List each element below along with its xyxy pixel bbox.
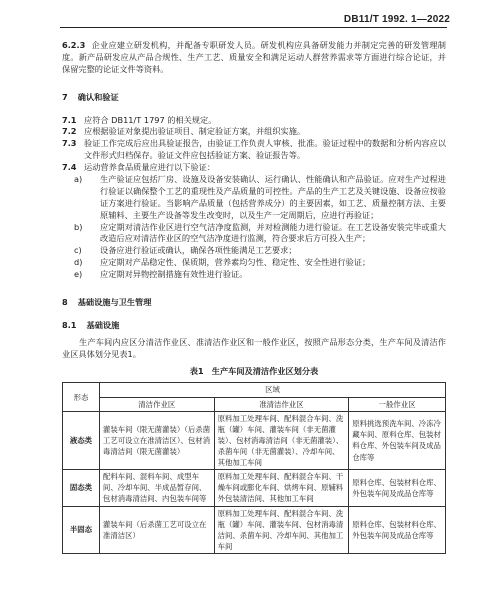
cell-semi-clean-zone: 原料加工处理车间、配料混合车间、洗瓶（罐）车间、灌装车间、包材消毒清洁间、杀菌车间、冷却车间、其他加工车间 xyxy=(214,506,349,553)
section-title: 确认和验证 xyxy=(77,91,119,102)
clause-8-1-heading xyxy=(62,320,446,332)
clause-8-1-text: 生产车间内应区分清洁作业区、准清洁作业区和一般作业区，按照产品形态分类，生产车间及清洁作业区具体划分见表1。 xyxy=(62,336,446,359)
clause-number: 6.2.3 xyxy=(62,40,86,50)
cell-form: 液态类 xyxy=(63,411,100,470)
list-label: c) xyxy=(74,245,82,256)
clause-number: 7.4 xyxy=(62,162,77,173)
cell-form: 半固态 xyxy=(63,506,100,553)
list-item-b xyxy=(62,222,446,246)
list-label: d) xyxy=(74,257,83,268)
table-subheader-row xyxy=(63,397,446,411)
clause-text: 企业应建立研发机构，并配备专职研发人员。研发机构应具备研发能力并制定完善的研发管理制度。新产品研发应从产品合规性、生产工艺、质量安全和满足运动人群营养需求等方面进行综合论证，并保留完整的论证文件等资料。 xyxy=(62,40,446,74)
zone-division-table xyxy=(62,382,446,554)
standard-code: DB11/T 1992. 1—2022 xyxy=(343,14,450,25)
cell-semi-clean-zone: 原料加工处理车间、配料混合车间、干燥车间或膨化车间、烘烤车间、原辅料外包装清洁间、其他加工车间 xyxy=(214,470,349,506)
table-row xyxy=(63,470,446,506)
section-title: 基础设施与卫生管理 xyxy=(77,297,152,308)
clause-7-4 xyxy=(62,162,446,174)
clause-7-2 xyxy=(62,126,446,138)
cell-clean-zone: 配料车间、混料车间、成型车间、冷却车间、半成品暂存间、包材消毒清洁间、内包装车间等 xyxy=(99,470,214,506)
list-item-e xyxy=(62,269,446,281)
list-label: b) xyxy=(74,221,83,232)
document-body xyxy=(62,40,446,554)
header-area: 区域 xyxy=(99,383,445,397)
table-header-row xyxy=(63,383,446,397)
table-row xyxy=(63,411,446,470)
clause-6-2-3 xyxy=(62,40,446,76)
clause-text: 应符合 DB11/T 1797 的相关规定。 xyxy=(84,114,217,125)
cell-clean-zone: 灌装车间（限无菌灌装）（后杀菌工艺可设立在准清洁区）、包材消毒清洁间（限无菌灌装） xyxy=(99,411,214,470)
clause-number: 7.2 xyxy=(62,126,77,137)
cell-general-zone: 原料仓库、包装材料仓库、外包装车间及成品仓库等 xyxy=(349,470,446,506)
clause-text: 应根据验证对象提出验证项目、制定验证方案，并组织实施。 xyxy=(84,126,306,137)
list-text: 应定期对清洁作业区进行空气洁净度监测，并对检测能力进行验证。在工艺设备安装完毕或重大改造后应对清洁作业区的空气洁净度进行监测，符合要求后方可投入生产； xyxy=(100,221,446,244)
clause-number: 7.1 xyxy=(62,114,77,125)
header-semi-clean-zone: 准清洁作业区 xyxy=(214,397,349,411)
section-8-heading xyxy=(62,297,446,309)
cell-general-zone: 原料挑选预洗车间、冷冻冷藏车间、原料仓库、包装材料仓库、外包装车间及成品仓库等 xyxy=(349,411,446,470)
header-general-zone: 一般作业区 xyxy=(349,397,446,411)
cell-clean-zone: 灌装车间（后杀菌工艺可设立在准清洁区） xyxy=(99,506,214,553)
clause-text: 运动营养食品质量应进行以下验证： xyxy=(84,162,216,173)
clause-7-1 xyxy=(62,115,446,127)
list-text: 生产验证应包括厂房、设施及设备安装确认、运行确认、性能确认和产品验证。应对生产过程进行验证以确保整个工艺的重现性及产品质量的可控性。产品的生产工艺及关键设施、设备应按验证方案进行验证。当影响产品质量（包括营养成分）的主要因素，如工艺、质量控制方法、主要原辅料、主要生产设备等发生改变时，以及生产一定周期后，应进行再验证； xyxy=(100,174,446,220)
cell-form: 固态类 xyxy=(63,470,100,506)
clause-title: 基础设施 xyxy=(86,319,120,330)
list-item-a xyxy=(62,174,446,222)
clause-text: 验证工作完成后应出具验证报告，由验证工作负责人审核、批准。验证过程中的数据和分析内容应以文件形式归档保存。验证文件应包括验证方案、验证报告等。 xyxy=(84,138,446,161)
table-row xyxy=(63,506,446,553)
header-clean-zone: 清洁作业区 xyxy=(99,397,214,411)
cell-semi-clean-zone: 原料加工处理车间、配料混合车间、洗瓶（罐）车间、灌装车间（非无菌灌装）、包材消毒清洁间（非无菌灌装）、杀菌车间（非无菌灌装）、冷却车间、其他加工车间 xyxy=(214,411,349,470)
cell-general-zone: 原料仓库、包装材料仓库、外包装车间及成品仓库等 xyxy=(349,506,446,553)
header-rule xyxy=(60,27,447,28)
clause-7-3 xyxy=(62,138,446,162)
section-number: 8 xyxy=(62,297,68,308)
list-item-c xyxy=(62,245,446,257)
clause-number: 7.3 xyxy=(62,138,77,149)
header-form: 形态 xyxy=(63,383,100,411)
clause-number: 8.1 xyxy=(62,319,77,330)
list-label: a) xyxy=(74,174,83,185)
list-label: e) xyxy=(74,269,83,280)
table-title: 表1 生产车间及清洁作业区划分表 xyxy=(189,365,319,376)
list-item-d xyxy=(62,257,446,269)
section-7-heading xyxy=(62,92,446,104)
list-text: 设备应进行验证或确认，确保各项性能满足工艺要求； xyxy=(100,245,297,256)
list-text: 应定期对异物控制措施有效性进行验证。 xyxy=(100,269,248,280)
section-number: 7 xyxy=(62,91,68,102)
list-text: 应定期对产品稳定性、保质期，营养素均匀性、稳定性、安全性进行验证； xyxy=(100,257,371,268)
